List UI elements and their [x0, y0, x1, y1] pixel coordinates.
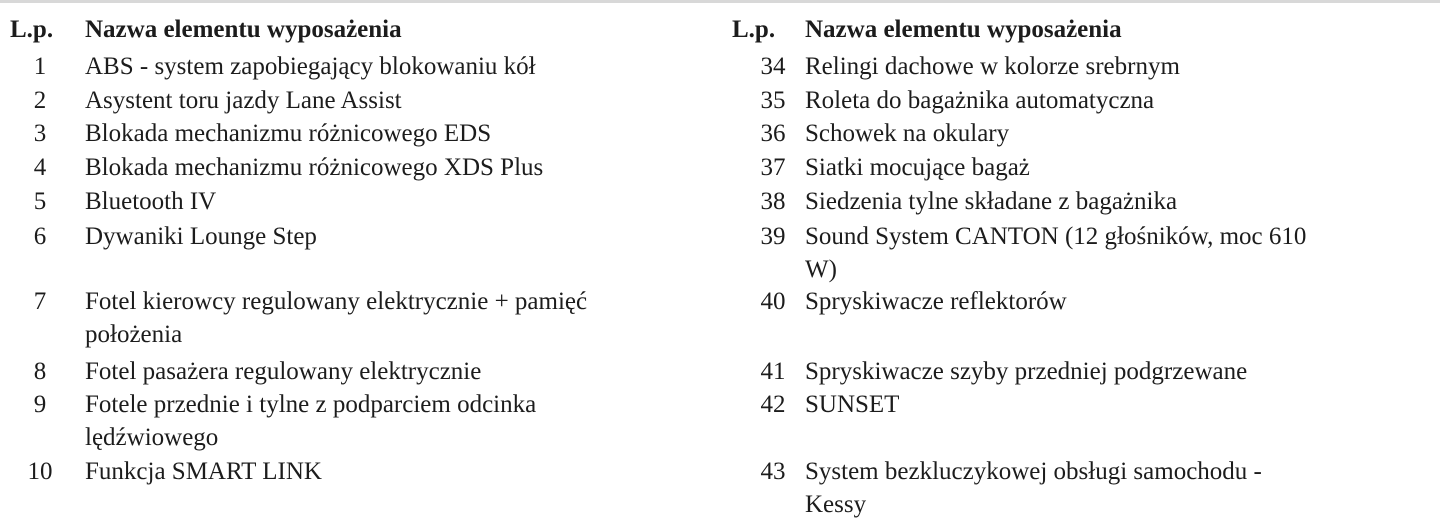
row-number: 5	[33, 188, 47, 215]
row-item-name-continued: Kessy	[805, 491, 867, 518]
row-number: 2	[33, 87, 47, 114]
row-item-name: Fotel kierowcy regulowany elektrycznie + pamięć	[85, 288, 588, 315]
row-item-name: Spryskiwacze szyby przedniej podgrzewane	[805, 358, 1248, 385]
row-number: 40	[760, 288, 786, 315]
top-border-line	[0, 0, 1440, 3]
row-item-name: Blokada mechanizmu różnicowego EDS	[85, 120, 492, 147]
row-number: 37	[760, 154, 786, 181]
row-item-name: Siedzenia tylne składane z bagażnika	[805, 188, 1178, 215]
row-number: 43	[760, 458, 786, 485]
row-item-name: Fotele przednie i tylne z podparciem odcinka	[85, 391, 537, 418]
column-header-lp: L.p.	[10, 16, 54, 43]
row-number: 34	[760, 53, 786, 80]
row-number: 6	[33, 223, 47, 250]
row-number: 39	[760, 223, 786, 250]
row-number: 8	[33, 358, 47, 385]
row-item-name: Blokada mechanizmu różnicowego XDS Plus	[85, 154, 544, 181]
column-header-lp: L.p.	[732, 16, 776, 43]
row-item-name: Funkcja SMART LINK	[85, 458, 322, 485]
row-item-name: ABS - system zapobiegający blokowaniu kół	[85, 53, 536, 80]
row-item-name: Siatki mocujące bagaż	[805, 154, 1030, 181]
row-number: 3	[33, 120, 47, 147]
row-item-name-continued: lędźwiowego	[85, 424, 219, 451]
row-number: 36	[760, 120, 786, 147]
row-item-name: Dywaniki Lounge Step	[85, 223, 317, 250]
row-item-name: System bezkluczykowej obsługi samochodu -	[805, 458, 1262, 485]
column-header-name: Nazwa elementu wyposażenia	[85, 16, 402, 43]
row-number: 10	[27, 458, 53, 485]
row-item-name: Sound System CANTON (12 głośników, moc 610	[805, 223, 1307, 250]
row-item-name: Roleta do bagażnika automatyczna	[805, 87, 1155, 114]
row-item-name: Asystent toru jazdy Lane Assist	[85, 87, 402, 114]
column-header-name: Nazwa elementu wyposażenia	[805, 16, 1122, 43]
row-number: 1	[33, 53, 47, 80]
row-number: 35	[760, 87, 786, 114]
row-item-name: Spryskiwacze reflektorów	[805, 288, 1067, 315]
row-item-name-continued: W)	[805, 256, 837, 283]
row-item-name: Schowek na okulary	[805, 120, 1010, 147]
row-number: 42	[760, 391, 786, 418]
row-item-name-continued: położenia	[85, 321, 183, 348]
row-number: 9	[33, 391, 47, 418]
row-item-name: Bluetooth IV	[85, 188, 217, 215]
row-item-name: Fotel pasażera regulowany elektrycznie	[85, 358, 482, 385]
row-item-name: Relingi dachowe w kolorze srebrnym	[805, 53, 1180, 80]
row-number: 38	[760, 188, 786, 215]
row-number: 7	[33, 288, 47, 315]
row-item-name: SUNSET	[805, 391, 900, 418]
row-number: 41	[760, 358, 786, 385]
row-number: 4	[33, 154, 47, 181]
